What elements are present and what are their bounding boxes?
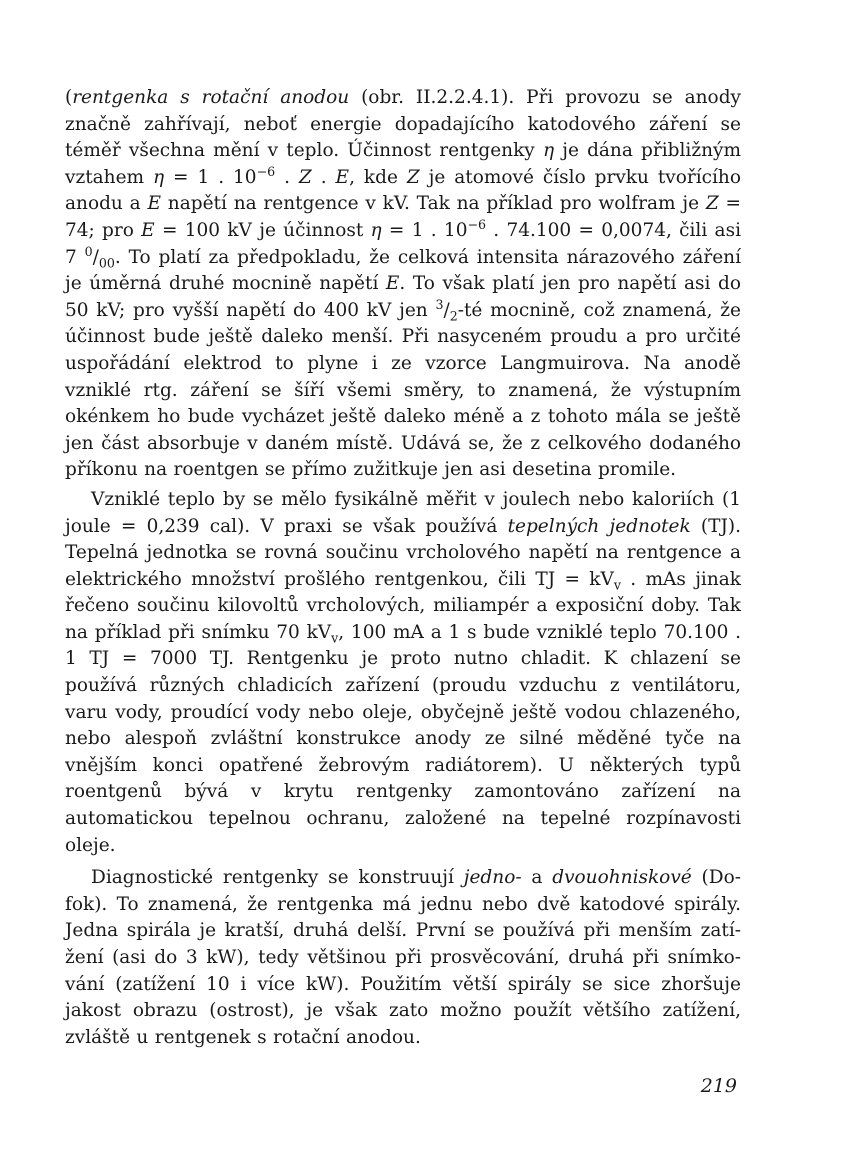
text-run: , kde — [349, 166, 407, 188]
paragraph-3 — [65, 865, 741, 1051]
text-run: . 74.100 = 0,0074, čili asi 7 — [65, 219, 741, 268]
paragraph-1 — [65, 85, 741, 484]
italic-run: η — [370, 219, 382, 241]
text-run: (Dofok). To znamená, že rentgenka má jednu nebo dvě katodové spirály. Jedna spirála je kratší, druhá delší. První se používá při menším zatížení (asi do 3 kW), tedy většinou při prosvěcování, druhá při snímkování (zatížení 10 i více kW). Použitím větší spirály se sice zhoršuje jakost obrazu (ostrost), je však zato možno použít většího zatížení, zvláště u rentgenek s rotační anodou. — [65, 867, 741, 1048]
text-run: . To však platí jen pro napětí asi do 50 kV; pro vyšší napětí do 400 kV jen — [65, 273, 741, 321]
italic-run: rentgenka s rotační anodou — [72, 87, 350, 108]
text-run: Diagnostické rentgenky se konstruují — [91, 867, 464, 889]
text-run: je dána přibližným vztahem — [65, 140, 741, 188]
text-run: / — [443, 299, 450, 321]
subscript: v — [331, 630, 339, 646]
text-run: = 100 kV je účinnost — [154, 219, 371, 241]
italic-run: tepelných jednotek — [507, 515, 691, 537]
text-run: / — [92, 246, 99, 268]
italic-run: E — [385, 273, 400, 295]
text-run: . — [275, 166, 299, 188]
page-number: 219 — [700, 1075, 737, 1097]
italic-run: η — [153, 166, 165, 188]
text-run: a — [521, 867, 553, 889]
italic-run: dvouohniskové — [552, 867, 692, 889]
italic-run: Z — [705, 193, 719, 215]
text-run: (obr. II.2.2.4.1). Při provozu se anody značně zahřívají, neboť energie dopadajícího katodového záření se téměř všechna mění v teplo. Účinnost rentgenky — [65, 87, 741, 162]
italic-run: E — [335, 166, 350, 188]
subscript: 00 — [98, 255, 115, 271]
text-run: Vzniklé teplo by se mělo fysikálně měřit v joulech nebo kaloriích (1 joule = 0,239 cal). V praxi se však používá — [65, 488, 741, 537]
text-run: (TJ). Tepelná jednotka se rovná součinu vrcholového napětí na rentgence a elektrického množství prošlého rentgenkou, čili TJ = kV — [65, 515, 741, 590]
text-run: . To platí za předpokladu, že celková intensita nárazového záření je úměrná druhé mocnině napětí — [65, 246, 742, 295]
italic-run: η — [542, 140, 555, 162]
superscript: 0 — [84, 243, 93, 259]
italic-run: E — [141, 219, 155, 241]
italic-run: jedno- — [463, 867, 522, 889]
text-run: = 1 . 10 — [381, 219, 468, 241]
text-run: = 1 . 10 — [164, 166, 257, 188]
paragraph-2 — [65, 487, 741, 859]
text-run: je atomové číslo prvku tvořícího anodu a — [65, 166, 741, 215]
italic-run: Z — [406, 166, 420, 188]
text-run: . — [311, 166, 336, 188]
subscript: 2 — [449, 308, 458, 324]
text-run: napětí na rentgence v kV. Tak na příklad pro wolfram je — [161, 193, 706, 215]
superscript: 3 — [435, 296, 444, 312]
text-run: -té mocnině, což znamená, že účinnost bude ještě daleko menší. Při nasyceném proudu a pro určité uspořádání elektrod to plyne i ze vzorce Langmuirova. Na anodě vzniklé rtg. záření se šíří všemi směry, to znamená, že výstupním okénkem ho bude vycházet ještě daleko méně a z tohoto mála se ještě jen část absorbuje v daném místě. Udává se, že z celkového dodaného příkonu na roentgen se přímo zužitkuje jen asi desetina promile. — [65, 299, 741, 481]
text-run: , 100 mA a 1 s bude vzniklé teplo 70.100 . 1 TJ = 7000 TJ. Rentgenku je proto nutno chladit. K chlazení se používá různých chladicích zařízení (proudu vzduchu z ventilátoru, varu vody, proudící vody nebo oleje, obyčejně ještě vodou chlazeného, nebo alespoň zvláštní konstrukce anody ze silné měděné tyče na vnějším konci opatřené žebrovým radiátorem). U některých typů roentgenů bývá v krytu rentgenky zamontováno zařízení na automatickou tepelnou ochranu, založené na tepelné rozpínavosti oleje. — [65, 621, 741, 856]
subscript: v — [613, 577, 621, 593]
superscript: −6 — [467, 216, 487, 232]
body-text — [65, 85, 741, 1051]
text-run: ( — [65, 87, 73, 108]
italic-run: Z — [298, 166, 312, 188]
superscript: −6 — [256, 163, 276, 179]
text-run: = 74; pro — [65, 193, 741, 241]
text-run: . mAs jinak řečeno součinu kilovoltů vrcholových, miliampér a exposiční doby. Tak na příklad při snímku 70 kV — [65, 568, 741, 643]
italic-run: E — [147, 193, 161, 215]
